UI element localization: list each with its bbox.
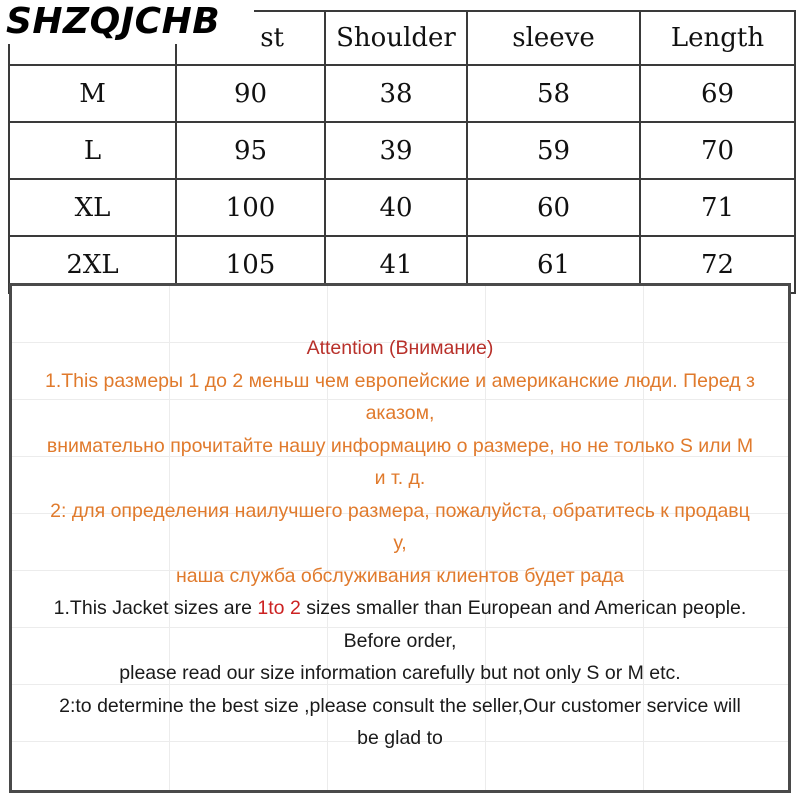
cell-length: 72: [640, 236, 795, 293]
header-shoulder: Shoulder: [325, 11, 467, 65]
brand-watermark: SHZQJCHB: [0, 0, 254, 44]
cell-size: M: [9, 65, 176, 122]
notice-en-highlight: 1to 2: [257, 597, 301, 619]
header-sleeve: sleeve: [467, 11, 640, 65]
notice-ru-line: и т. д.: [374, 467, 426, 489]
cell-shoulder: 39: [325, 122, 467, 179]
cell-size: 2XL: [9, 236, 176, 293]
cell-shoulder: 38: [325, 65, 467, 122]
notice-ru-line: 2: для определения наилучшего размера, пожалуйста, обратитесь к продавц: [50, 499, 750, 522]
cell-sleeve: 58: [467, 65, 640, 122]
notice-text: [12, 332, 788, 755]
notice-ru-line: аказом,: [365, 402, 435, 424]
notice-ru-line: внимательно прочитайте нашу информацию о размере, но не только S или M: [46, 434, 754, 457]
cell-sleeve: 60: [467, 179, 640, 236]
table-row: [9, 65, 795, 122]
header-length: Length: [640, 11, 795, 65]
cell-sleeve: 59: [467, 122, 640, 179]
notice-en-text: 1.This Jacket sizes are: [53, 597, 258, 619]
cell-size: L: [9, 122, 176, 179]
cell-bust: 100: [176, 179, 325, 236]
header-bust: st: [176, 11, 325, 65]
notice-en-text: sizes smaller than European and American people.: [300, 597, 747, 619]
cell-bust: 95: [176, 122, 325, 179]
cell-sleeve: 61: [467, 236, 640, 293]
cell-length: 69: [640, 65, 795, 122]
notice-en-line: 2:to determine the best size ,please consult the seller,Our customer service will: [59, 694, 741, 717]
attention-notice: [9, 283, 791, 793]
cell-shoulder: 41: [325, 236, 467, 293]
cell-length: 71: [640, 179, 795, 236]
notice-ru-line: у,: [393, 532, 407, 554]
notice-en-line: be glad to: [357, 727, 443, 749]
table-row: [9, 179, 795, 236]
notice-ru-line: наша служба обслуживания клиентов будет рада: [176, 564, 624, 587]
notice-en-line: [12, 592, 788, 625]
cell-length: 70: [640, 122, 795, 179]
notice-en-line: please read our size information carefully but not only S or M etc.: [119, 662, 681, 684]
size-table: [8, 10, 796, 294]
cell-shoulder: 40: [325, 179, 467, 236]
cell-bust: 105: [176, 236, 325, 293]
table-row: [9, 122, 795, 179]
cell-bust: 90: [176, 65, 325, 122]
notice-ru-line: 1.This размеры 1 до 2 меньш чем европейские и американские люди. Перед з: [44, 369, 756, 392]
cell-size: XL: [9, 179, 176, 236]
notice-title: Attention (Внимание): [306, 337, 494, 359]
notice-en-line: Before order,: [343, 629, 457, 652]
